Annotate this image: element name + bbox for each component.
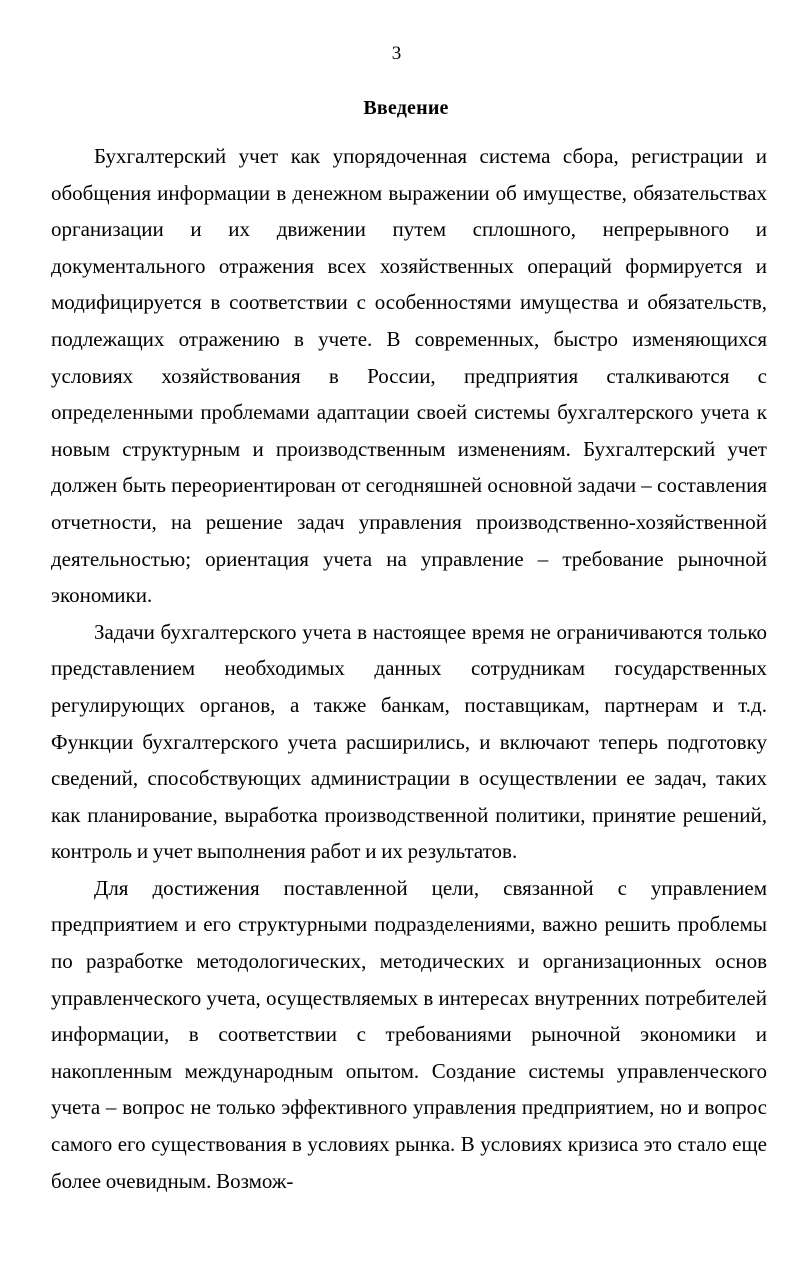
paragraph-1: Бухгалтерский учет как упорядоченная система сбора, регистрации и обобщения информации в денежном выражении об имуществе, обязательствах организации и их движении путем сплошного, непрерывного и документального отражения всех хозяйственных операций формируется и модифицируется в соответствии с особенностями имущества и обязательств, подлежащих отражению в учете. В современных, быстро изменяющихся условиях хозяйствования в России, предприятия сталкиваются с определенными проблемами адаптации своей системы бухгалтерского учета к новым структурным и производственным изменениям. Бухгалтерский учет должен быть переориентирован от сегодняшней основной задачи – составления отчетности, на решение задач управления производственно-хозяйственной деятельностью; ориентация учета на управление – требование рыночной экономики. xyxy=(51,144,767,608)
body-text xyxy=(51,138,767,1199)
page-number: 3 xyxy=(391,43,402,64)
paragraph-2: Задачи бухгалтерского учета в настоящее время не ограничиваются только представлением необходимых данных сотрудникам государственных регулирующих органов, а также банкам, поставщикам, партнерам и т.д. Функции бухгалтерского учета расширились, и включают теперь подготовку сведений, способствующих администрации в осуществлении ее задач, таких как планирование, выработка производственной политики, принятие решений, контроль и учет выполнения работ и их результатов. xyxy=(51,619,767,864)
section-title: Введение xyxy=(363,97,449,119)
paragraph-3: Для достижения поставленной цели, связанной с управлением предприятием и его структурными подразделениями, важно решить проблемы по разработке методологических, методических и организационных основ управленческого учета, осуществляемых в интересах внутренних потребителей информации, в соответствии с требованиями рыночной экономики и накопленным международным опытом. Создание системы управленческого учета – вопрос не только эффективного управления предприятием, но и вопрос самого его существования в условиях рынка. В условиях кризиса это стало еще более очевидным. Возмож- xyxy=(51,875,767,1193)
